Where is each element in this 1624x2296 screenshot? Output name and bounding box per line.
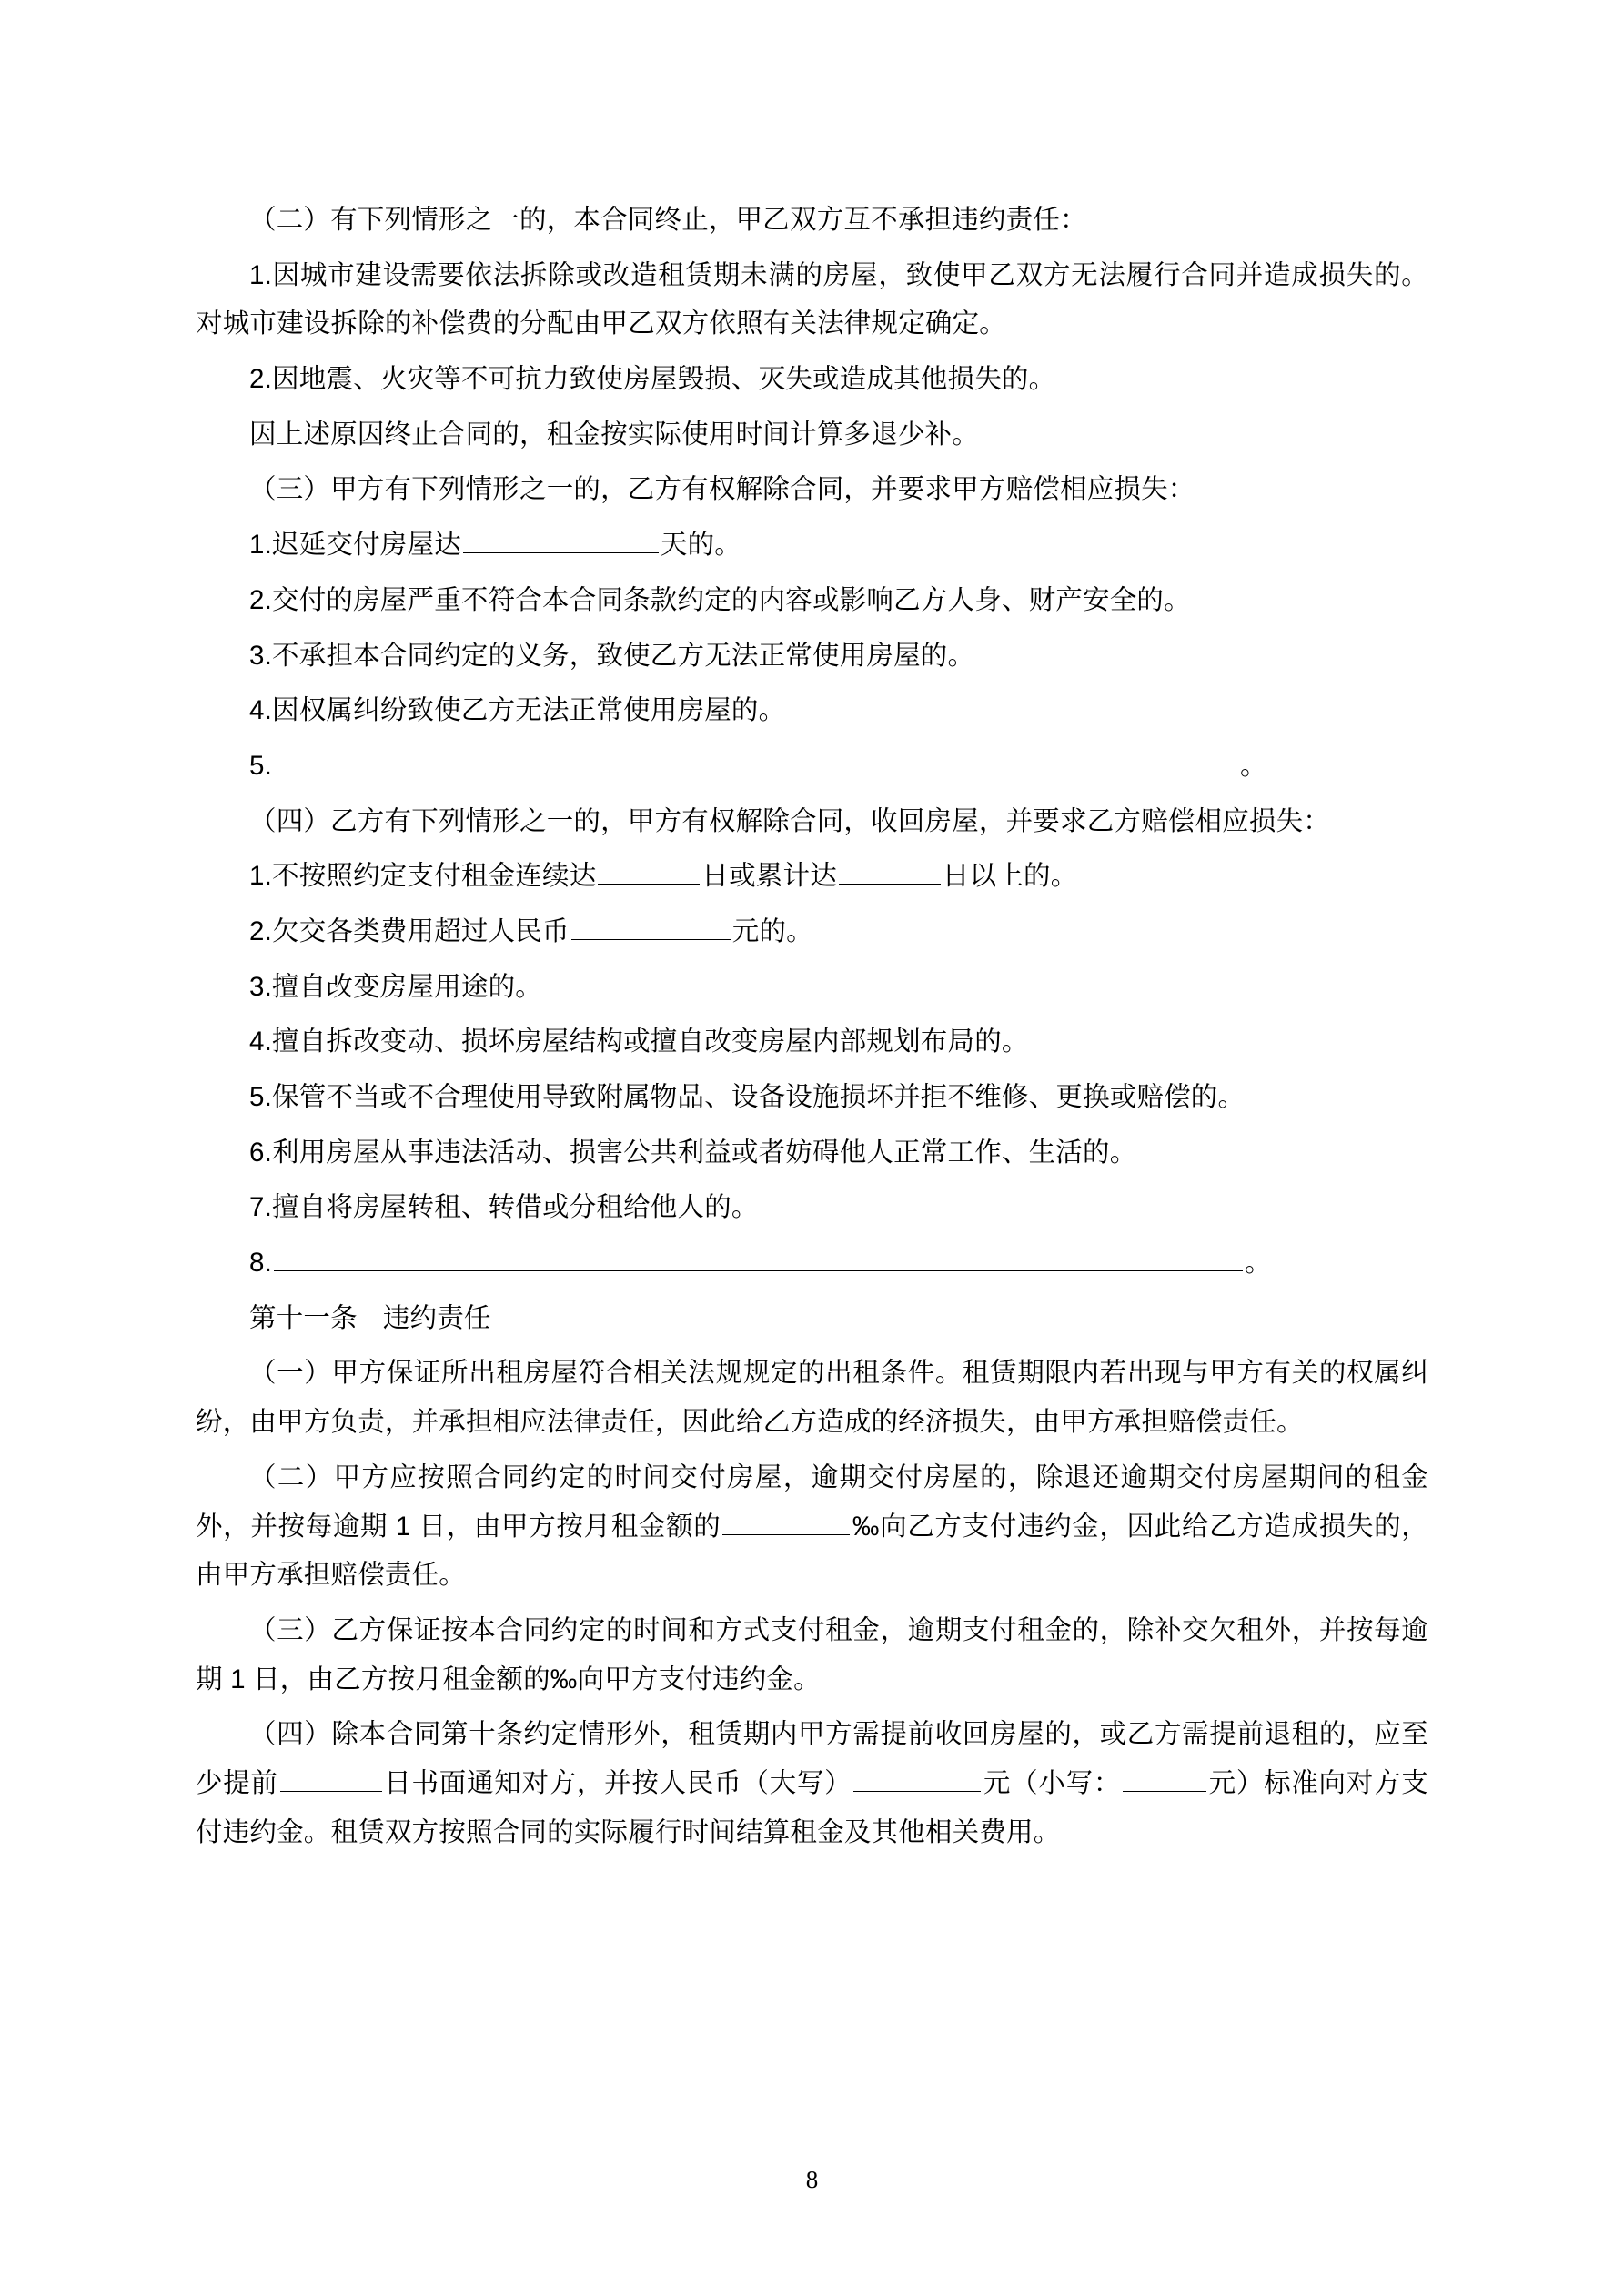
section-title: 违约责任 [382,1302,491,1333]
paragraph-item-rent-overdue [196,852,1428,901]
paragraph-termination-note: 因上述原因终止合同的，租金按实际使用时间计算多退少补。 [249,419,979,450]
paragraph-item-change-use: 3.擅自改变房屋用途的。 [249,971,543,1002]
text-segment: 。 [1245,1248,1272,1279]
paragraph-item-noncompliance: 2.交付的房屋严重不符合本合同条款约定的内容或影响乙方人身、财产安全的。 [249,584,1191,615]
text-segment: 1.迟延交付房屋达 [249,530,461,561]
text-segment: 5. [249,750,273,781]
paragraph-item-sublet: 7.擅自将房屋转租、转借或分租给他人的。 [249,1192,759,1223]
fill-in-blank-cumulative-days[interactable] [839,859,941,885]
paragraph-clause-4-heading: （四）乙方有下列情形之一的，甲方有权解除合同，收回房屋，并要求乙方赔偿相应损失： [249,805,1331,836]
paragraph-item-structure-damage: 4.擅自拆改变动、损坏房屋结构或擅自改变房屋内部规划布局的。 [249,1027,1029,1057]
text-segment: 8. [249,1248,273,1279]
text-segment: 元的。 [731,915,813,946]
paragraph-item-illegal-activity: 6.利用房屋从事违法活动、损害公共利益或者妨碍他人正常工作、生活的。 [249,1137,1137,1168]
paragraph-clause-3-heading: （三）甲方有下列情形之一的，乙方有权解除合同，并要求甲方赔偿相应损失： [249,474,1195,505]
section-number: 第十一条 [249,1302,358,1333]
fill-in-blank-penalty-lowercase[interactable] [1123,1766,1206,1792]
fill-in-blank-penalty-uppercase[interactable] [853,1766,981,1792]
text-segment: 元（小写： [983,1767,1122,1798]
section-heading-article-11 [196,1294,1428,1343]
paragraph-item-improper-keeping: 5.保管不当或不合理使用导致附属物品、设备设施损坏并拒不维修、更换或赔偿的。 [249,1082,1246,1112]
fill-in-blank-other-5[interactable] [274,749,1238,774]
fill-in-blank-penalty-permille-landlord[interactable] [722,1510,850,1535]
text-segment: （二）甲方应按照合同约定的时间交付房屋，逾期交付房屋的，除退还逾期交付房屋期间的租金外，并按每逾期 1 日，由甲方按月租金额的 [196,1462,1428,1542]
paragraph-item-ownership-dispute: 4.因权属纠纷致使乙方无法正常使用房屋的。 [249,695,786,726]
text-segment: ‰向乙方支付违约金，因此给乙方造成损失的，由甲方承担赔偿责任。 [196,1511,1429,1591]
paragraph-item-no-obligation: 3.不承担本合同约定的义务，致使乙方无法正常使用房屋的。 [249,640,975,671]
paragraph-item-fees-owed [196,907,1428,956]
paragraph-breach-clause-4 [196,1710,1428,1856]
paragraph-item-delay-delivery [196,521,1428,570]
text-segment: 日或累计达 [701,861,837,892]
fill-in-blank-days[interactable] [463,528,659,553]
text-segment: （四）除本合同第十条约定情形外，租赁期内甲方需提前收回房屋的，或乙方需提前退租的，应至少提前 [196,1719,1428,1798]
fill-in-blank-consecutive-days[interactable] [598,859,700,885]
text-segment: 元）标准向对方支付违约金。租赁双方按照合同的实际履行时间结算租金及其他相关费用。 [196,1767,1428,1847]
paragraph-breach-clause-1: （一）甲方保证所出租房屋符合相关法规规定的出租条件。租赁期限内若出现与甲方有关的权属纠纷，由甲方负责，并承担相应法律责任，因此给乙方造成的经济损失，由甲方承担赔偿责任。 [196,1358,1428,1438]
fill-in-blank-other-8[interactable] [274,1246,1243,1271]
text-segment: 日以上的。 [942,861,1078,892]
paragraph-item-2: 2.因地震、火灾等不可抗力致使房屋毁损、灭失或造成其他损失的。 [249,364,1056,395]
page-number: 8 [805,2166,819,2193]
document-body [196,196,1428,1856]
paragraph-breach-clause-3: （三）乙方保证按本合同约定的时间和方式支付租金，逾期支付租金的，除补交欠租外，并按每逾期 1 日，由乙方按月租金额的‰向甲方支付违约金。 [196,1614,1428,1694]
paragraph-item-blank-8 [196,1239,1428,1288]
text-segment: 天的。 [660,530,742,561]
fill-in-blank-notice-days[interactable] [280,1766,382,1792]
text-segment: 日书面通知对方，并按人民币（大写） [383,1767,852,1798]
text-segment: 2.欠交各类费用超过人民币 [249,915,570,946]
text-segment: 。 [1240,750,1267,781]
paragraph-breach-clause-2 [196,1453,1428,1600]
paragraph-item-blank-5 [196,742,1428,791]
paragraph-clause-2-heading: （二）有下列情形之一的，本合同终止，甲乙双方互不承担违约责任： [249,205,1087,235]
paragraph-item-1: 1.因城市建设需要依法拆除或改造租赁期未满的房屋，致使甲乙双方无法履行合同并造成损失的。对城市建设拆除的补偿费的分配由甲乙双方依照有关法律规定确定。 [196,259,1428,339]
text-segment: 1.不按照约定支付租金连续达 [249,861,597,892]
fill-in-blank-amount-yuan[interactable] [571,915,731,940]
